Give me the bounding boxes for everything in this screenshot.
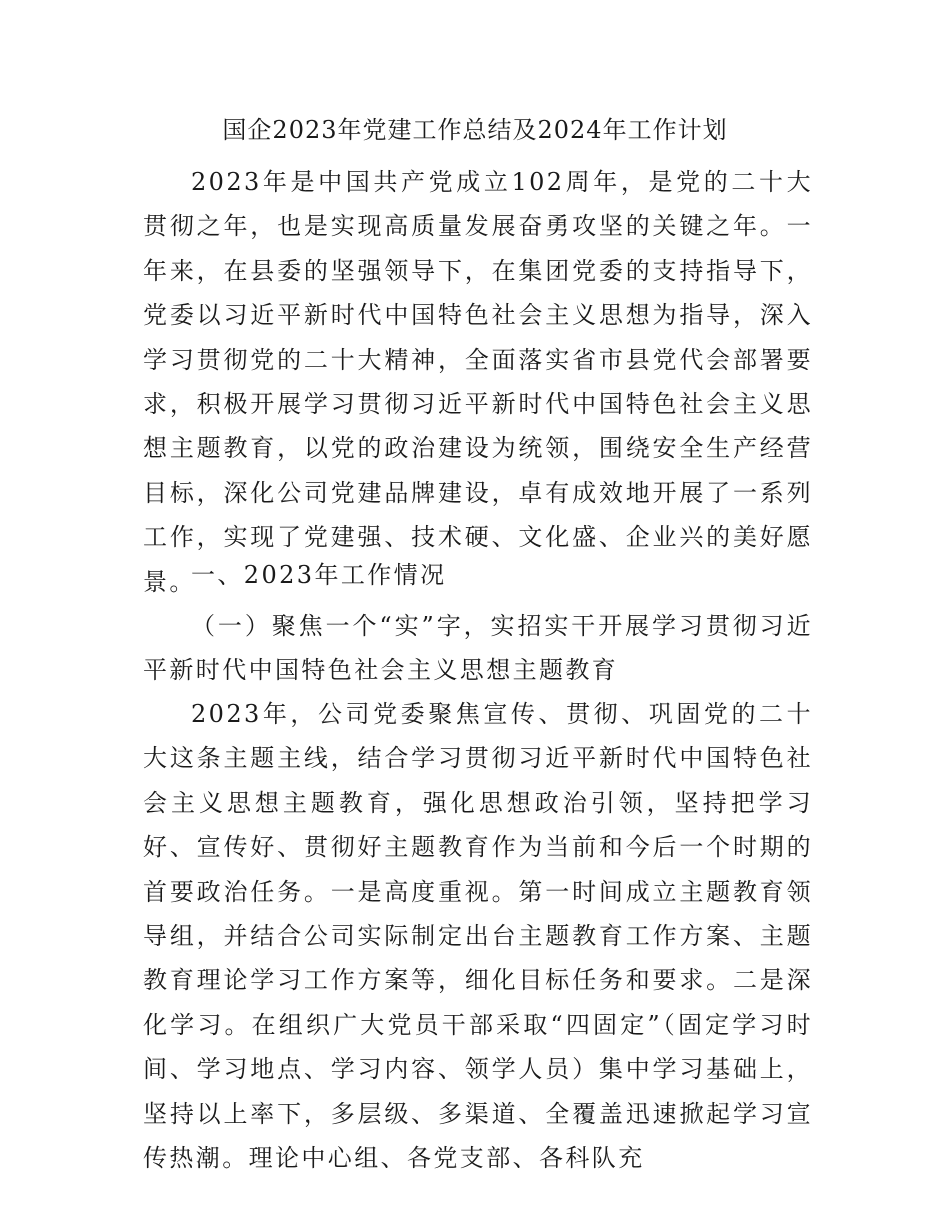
subsection-heading: （一）聚焦一个“实”字，实招实干开展学习贯彻习近平新时代中国特色社会主义思想主题教育 — [143, 612, 813, 685]
paragraph-body: 2023年，公司党委聚焦宣传、贯彻、巩固党的二十大这条主题主线，结合学习贯彻习近平新时代中国特色社会主义思想主题教育，强化思想政治引领，坚持把学习好、宣传好、贯彻好主题教育作为当前和今后一个时期的首要政治任务。一是高度重视。第一时间成立主题教育领导组，并结合公司实际制定出台主题教育工作方案、主题教育理论学习工作方案等，细化目标任务和要求。二是深化学习。在组织广大党员干部采取“四固定”（固定学习时间、学习地点、学习内容、领学人员）集中学习基础上，坚持以上率下，多层级、多渠道、全覆盖迅速掀起学习宣传热潮。理论中心组、各党支部、各科队充 — [143, 700, 813, 1173]
document-title: 国企2023年党建工作总结及2024年工作计划 — [222, 116, 728, 144]
section-heading: 一、2023年工作情况 — [191, 561, 447, 589]
paragraph-intro: 2023年是中国共产党成立102周年，是党的二十大贯彻之年，也是实现高质量发展奋勇攻坚的关键之年。一年来，在县委的坚强领导下，在集团党委的支持指导下，党委以习近平新时代中国特色社会主义思想为指导，深入学习贯彻党的二十大精神，全面落实省市县党代会部署要求，积极开展学习贯彻习近平新时代中国特色社会主义思想主题教育，以党的政治建设为统领，围绕安全生产经营目标，深化公司党建品牌建设，卓有成效地开展了一系列工作，实现了党建强、技术硬、文化盛、企业兴的美好愿景。 — [143, 168, 813, 596]
